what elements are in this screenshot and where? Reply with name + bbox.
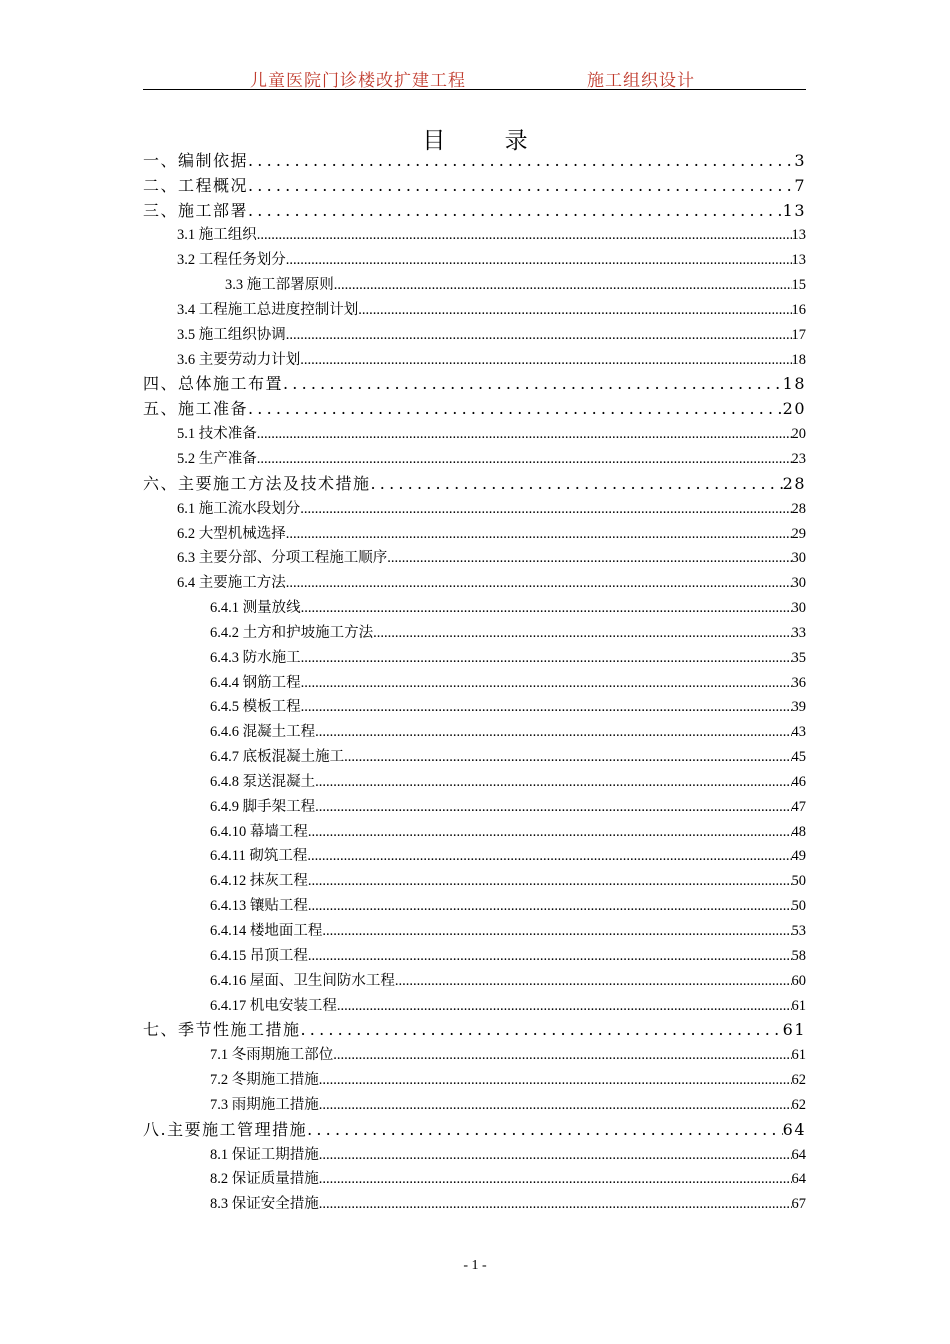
toc-dot-leader (308, 894, 792, 918)
toc-entry-label: 6.1 施工流水段划分 (177, 500, 301, 517)
toc-entry[interactable] (143, 546, 806, 571)
toc-dot-leader (301, 646, 792, 670)
toc-dot-leader (308, 869, 792, 893)
toc-entry-page: 64 (791, 1171, 806, 1188)
toc-entry-page: 18 (782, 374, 806, 394)
toc-entry-page: 35 (791, 649, 806, 666)
toc-dot-leader (301, 695, 792, 719)
toc-entry[interactable] (143, 148, 806, 173)
toc-dot-leader (283, 372, 783, 396)
toc-entry-label: 一、编制依据 (143, 150, 249, 170)
toc-entry-label: 6.4.2 土方和护坡施工方法 (210, 624, 374, 641)
toc-entry-label: 6.3 主要分部、分项工程施工顺序 (177, 550, 388, 567)
toc-dot-leader (300, 497, 791, 521)
toc-entry-page: 53 (791, 923, 806, 939)
toc-entry-label: 6.4.11 砌筑工程 (210, 848, 308, 865)
toc-entry[interactable] (143, 471, 806, 496)
toc-entry[interactable] (143, 247, 806, 272)
toc-entry-page: 29 (791, 525, 806, 542)
toc-entry-page: 7 (794, 175, 806, 195)
toc-entry-page: 13 (791, 227, 806, 244)
toc-entry[interactable] (143, 844, 806, 869)
toc-dot-leader (286, 248, 792, 272)
toc-dot-leader (301, 596, 792, 620)
toc-entry-page: 46 (791, 773, 806, 790)
toc-dot-leader (257, 223, 792, 247)
toc-entry[interactable] (143, 297, 806, 322)
toc-dot-leader (315, 770, 791, 794)
toc-entry[interactable] (143, 645, 806, 670)
toc-dot-leader (286, 522, 792, 546)
toc-entry[interactable] (143, 695, 806, 720)
toc-entry[interactable] (143, 198, 806, 223)
toc-dot-leader (358, 298, 791, 322)
toc-dot-leader (373, 621, 791, 645)
toc-dot-leader (387, 546, 791, 570)
toc-entry[interactable] (143, 446, 806, 471)
toc-entry-label: 3.2 工程任务划分 (177, 252, 286, 269)
toc-entry-label: 6.4.8 泵送混凝土 (210, 773, 316, 790)
toc-entry-page: 3 (794, 150, 806, 170)
toc-dot-leader (307, 844, 791, 868)
toc-entry-label: 7.1 冬雨期施工部位 (210, 1047, 334, 1064)
toc-entry-label: 6.4.4 钢筋工程 (210, 674, 301, 691)
toc-entry[interactable] (143, 1117, 806, 1142)
toc-entry-label: 6.4.6 混凝土工程 (210, 724, 316, 741)
toc-entry[interactable] (143, 794, 806, 819)
toc-entry-label: 6.2 大型机械选择 (177, 525, 286, 542)
toc-entry[interactable] (143, 1067, 806, 1092)
toc-entry[interactable] (143, 372, 806, 397)
toc-dot-leader (334, 273, 792, 297)
toc-entry-page: 23 (791, 450, 806, 467)
toc-entry[interactable] (143, 968, 806, 993)
toc-entry-label: 6.4.9 脚手架工程 (210, 798, 316, 815)
table-of-contents (143, 148, 806, 1216)
toc-entry-page: 49 (791, 848, 806, 865)
toc-title: 目 录 (422, 128, 554, 154)
toc-entry[interactable] (143, 1042, 806, 1067)
toc-entry-label: 6.4.3 防水施工 (210, 649, 301, 666)
toc-dot-leader (319, 1167, 792, 1191)
toc-entry-label: 二、工程概况 (143, 175, 249, 195)
toc-dot-leader (248, 199, 783, 223)
toc-entry-page: 67 (791, 1196, 806, 1213)
header-document-type: 施工组织设计 (587, 71, 695, 91)
toc-entry-label: 7.3 雨期施工措施 (210, 1096, 319, 1113)
toc-entry[interactable] (143, 347, 806, 372)
toc-entry-page: 50 (791, 873, 806, 890)
toc-entry-page: 48 (791, 823, 806, 840)
toc-dot-leader (308, 820, 792, 844)
toc-entry[interactable] (143, 943, 806, 968)
toc-entry[interactable] (143, 744, 806, 769)
toc-dot-leader (301, 1018, 783, 1042)
toc-dot-leader (248, 397, 783, 421)
toc-entry[interactable] (143, 1092, 806, 1117)
toc-entry-page: 45 (791, 749, 806, 766)
toc-entry-page: 36 (791, 674, 806, 691)
toc-entry[interactable] (143, 272, 806, 297)
toc-dot-leader (307, 1118, 783, 1142)
toc-entry[interactable] (143, 1142, 806, 1167)
toc-entry-page: 33 (791, 624, 806, 641)
toc-entry[interactable] (143, 918, 806, 943)
toc-entry-label: 6.4.16 屋面、卫生间防水工程 (210, 972, 395, 989)
toc-entry-page: 30 (791, 550, 806, 567)
toc-entry-label: 6.4.10 幕墙工程 (210, 823, 308, 840)
toc-entry-label: 6.4.1 测量放线 (210, 600, 301, 617)
toc-entry-page: 58 (791, 947, 806, 964)
toc-dot-leader (286, 323, 792, 347)
toc-dot-leader (395, 969, 792, 993)
toc-entry-label: 6.4.15 吊顶工程 (210, 947, 308, 964)
toc-entry[interactable] (143, 893, 806, 918)
toc-entry-label: 5.1 技术准备 (177, 426, 257, 443)
page-number: - 1 - (463, 1258, 487, 1273)
toc-entry-page: 13 (791, 252, 806, 269)
toc-dot-leader (257, 422, 792, 446)
toc-entry[interactable] (143, 396, 806, 421)
toc-entry[interactable] (143, 1167, 806, 1192)
toc-entry-label: 3.3 施工部署原则 (225, 277, 334, 294)
toc-entry-label: 6.4 主要施工方法 (177, 575, 286, 592)
toc-entry[interactable] (143, 496, 806, 521)
toc-entry[interactable] (143, 322, 806, 347)
toc-entry-page: 61 (782, 1020, 806, 1040)
toc-entry-page: 16 (791, 301, 806, 318)
toc-entry[interactable] (143, 595, 806, 620)
toc-entry-page: 20 (782, 399, 806, 419)
toc-entry-page: 18 (791, 351, 806, 368)
toc-entry[interactable] (143, 620, 806, 645)
toc-entry-label: 5.2 生产准备 (177, 450, 257, 467)
toc-dot-leader (322, 919, 791, 943)
toc-entry-page: 43 (791, 724, 806, 741)
toc-entry[interactable] (143, 173, 806, 198)
toc-entry-label: 8.3 保证安全措施 (210, 1196, 319, 1213)
toc-entry-label: 七、季节性施工措施 (143, 1020, 301, 1040)
toc-entry[interactable] (143, 993, 806, 1018)
toc-dot-leader (257, 447, 792, 471)
toc-entry-page: 28 (791, 500, 806, 517)
toc-entry-page: 62 (791, 1096, 806, 1113)
toc-entry-label: 7.2 冬期施工措施 (210, 1072, 319, 1089)
toc-entry-label: 8.1 保证工期措施 (210, 1146, 319, 1163)
toc-entry-page: 30 (791, 600, 806, 617)
toc-dot-leader (344, 745, 791, 769)
toc-entry-page: 61 (791, 997, 806, 1014)
toc-entry-page: 30 (791, 575, 806, 592)
toc-entry[interactable] (143, 1018, 806, 1043)
toc-entry-label: 八.主要施工管理措施 (143, 1119, 308, 1139)
toc-dot-leader (301, 671, 792, 695)
toc-entry[interactable] (143, 769, 806, 794)
toc-dot-leader (308, 944, 792, 968)
toc-dot-leader (286, 571, 792, 595)
header-project-title: 儿童医院门诊楼改扩建工程 (250, 71, 466, 91)
toc-entry-label: 6.4.12 抹灰工程 (210, 873, 308, 890)
toc-dot-leader (248, 174, 794, 198)
toc-entry-label: 3.6 主要劳动力计划 (177, 351, 301, 368)
toc-entry[interactable] (143, 421, 806, 446)
toc-dot-leader (319, 1192, 792, 1216)
toc-entry[interactable] (143, 570, 806, 595)
toc-entry-page: 28 (782, 473, 806, 493)
toc-entry-label: 四、总体施工布置 (143, 374, 284, 394)
toc-dot-leader (248, 149, 794, 173)
toc-entry-label: 6.4.5 模板工程 (210, 699, 301, 716)
toc-dot-leader (371, 472, 783, 496)
toc-entry[interactable] (143, 670, 806, 695)
toc-entry-label: 3.4 工程施工总进度控制计划 (177, 301, 359, 318)
toc-dot-leader (319, 1143, 792, 1167)
toc-entry-page: 39 (791, 699, 806, 716)
toc-entry-label: 五、施工准备 (143, 399, 249, 419)
toc-dot-leader (315, 795, 791, 819)
toc-entry[interactable] (143, 1191, 806, 1216)
toc-dot-leader (315, 720, 791, 744)
toc-dot-leader (319, 1093, 792, 1117)
toc-entry[interactable] (143, 521, 806, 546)
toc-entry-page: 62 (791, 1072, 806, 1089)
toc-entry-page: 60 (791, 972, 806, 989)
toc-dot-leader (300, 348, 791, 372)
toc-entry-page: 13 (782, 200, 806, 220)
toc-entry-label: 3.1 施工组织 (177, 227, 257, 244)
toc-dot-leader (337, 994, 792, 1018)
toc-entry-page: 50 (791, 898, 806, 915)
toc-entry[interactable] (143, 819, 806, 844)
toc-entry[interactable] (143, 868, 806, 893)
toc-entry-page: 47 (791, 798, 806, 815)
toc-entry-label: 六、主要施工方法及技术措施 (143, 473, 371, 493)
toc-entry-label: 三、施工部署 (143, 200, 249, 220)
page-header (143, 62, 806, 90)
toc-entry-page: 61 (791, 1047, 806, 1064)
toc-dot-leader (333, 1043, 791, 1067)
toc-entry-page: 20 (791, 426, 806, 443)
toc-entry-label: 3.5 施工组织协调 (177, 326, 286, 343)
toc-entry-label: 6.4.17 机电安装工程 (210, 997, 337, 1014)
toc-entry-label: 6.4.14 楼地面工程 (210, 923, 323, 939)
toc-entry[interactable] (143, 719, 806, 744)
toc-entry-label: 6.4.13 镶贴工程 (210, 898, 308, 915)
toc-entry-page: 64 (782, 1119, 806, 1139)
toc-entry[interactable] (143, 223, 806, 248)
toc-entry-label: 8.2 保证质量措施 (210, 1171, 319, 1188)
toc-dot-leader (319, 1068, 792, 1092)
toc-entry-label: 6.4.7 底板混凝土施工 (210, 749, 345, 766)
toc-entry-page: 15 (791, 277, 806, 294)
toc-entry-page: 17 (791, 326, 806, 343)
toc-entry-page: 64 (791, 1146, 806, 1163)
